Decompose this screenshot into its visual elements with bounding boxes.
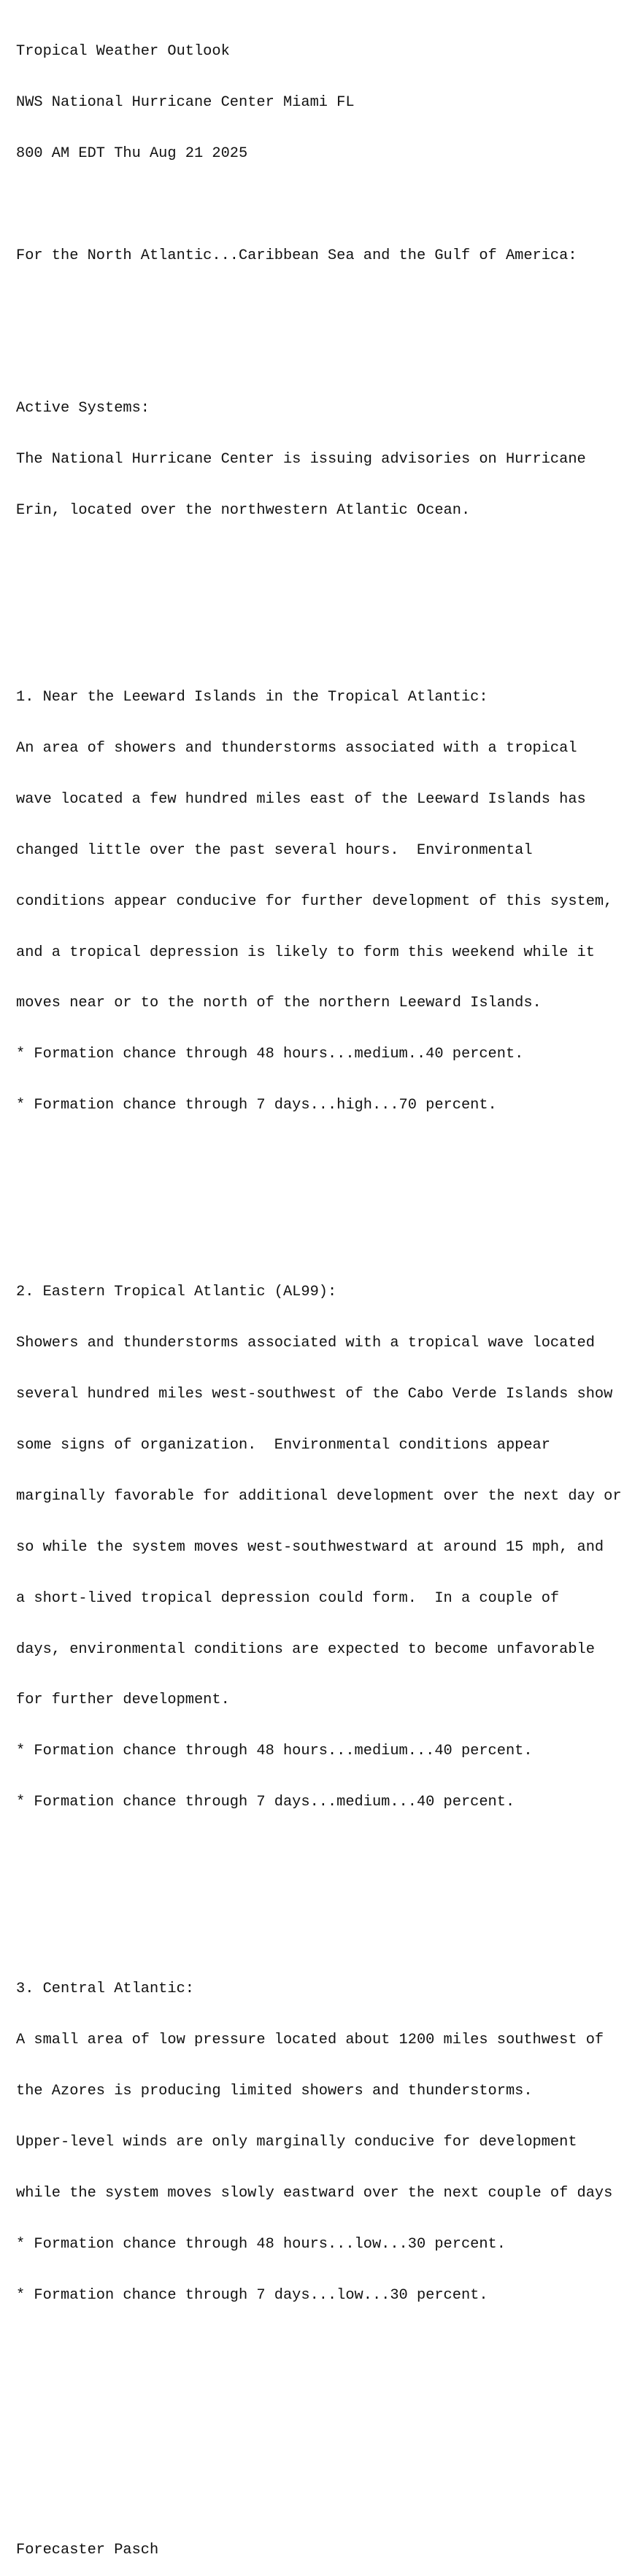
formation-chance-48h: * Formation chance through 48 hours...low...30 percent. (16, 2235, 506, 2253)
active-systems-text: The National Hurricane Center is issuing advisories on Hurricane (16, 451, 586, 468)
system-2-section (16, 1250, 643, 1845)
issue-time: 800 AM EDT Thu Aug 21 2025 (16, 144, 248, 162)
active-systems-section (16, 366, 643, 553)
system-text: An area of showers and thunderstorms associated with a tropical (16, 740, 577, 757)
blank-line (16, 1182, 643, 1199)
blank-line (16, 587, 643, 603)
blank-line (16, 2423, 643, 2440)
region-statement: For the North Atlantic...Caribbean Sea and the Gulf of America: (16, 247, 577, 264)
blank-line (16, 196, 643, 213)
system-text: several hundred miles west-southwest of the Cabo Verde Islands show (16, 1386, 613, 1403)
system-text: a short-lived tropical depression could form. In a couple of (16, 1589, 560, 1607)
active-systems-text: Erin, located over the northwestern Atlantic Ocean. (16, 501, 471, 519)
system-text: conditions appear conducive for further development of this system, (16, 892, 613, 910)
formation-chance-7d: * Formation chance through 7 days...low...30 percent. (16, 2286, 488, 2304)
active-systems-heading: Active Systems: (16, 400, 150, 417)
system-text: the Azores is producing limited showers and thunderstorms. (16, 2083, 533, 2100)
system-heading: 2. Eastern Tropical Atlantic (AL99): (16, 1284, 337, 1301)
tropical-weather-outlook-document (16, 9, 643, 2576)
system-text: for further development. (16, 1692, 230, 1709)
blank-line (16, 298, 643, 315)
issuing-office: NWS National Hurricane Center Miami FL (16, 93, 355, 111)
blank-line (16, 1879, 643, 1896)
system-text: some signs of organization. Environmental conditions appear (16, 1437, 550, 1454)
system-text: A small area of low pressure located about 1200 miles southwest of (16, 2032, 604, 2049)
formation-chance-7d: * Formation chance through 7 days...medium...40 percent. (16, 1794, 515, 1811)
system-text: so while the system moves west-southwestward at around 15 mph, and (16, 1538, 604, 1556)
system-3-section (16, 1947, 643, 2338)
formation-chance-7d: * Formation chance through 7 days...high...70 percent. (16, 1097, 497, 1114)
formation-chance-48h: * Formation chance through 48 hours...medium...40 percent. (16, 1743, 533, 1760)
system-text: Showers and thunderstorms associated with a tropical wave located (16, 1335, 595, 1352)
system-text: and a tropical depression is likely to form this weekend while it (16, 944, 595, 961)
system-heading: 1. Near the Leeward Islands in the Tropical Atlantic: (16, 689, 488, 706)
system-text: changed little over the past several hours. Environmental (16, 841, 533, 859)
system-text: moves near or to the north of the northern Leeward Islands. (16, 995, 542, 1012)
system-1-section (16, 655, 643, 1148)
formation-chance-48h: * Formation chance through 48 hours...medium..40 percent. (16, 1046, 524, 1063)
blank-line (16, 2474, 643, 2491)
forecaster-signature: Forecaster Pasch (16, 2542, 159, 2559)
system-text: wave located a few hundred miles east of the Leeward Islands has (16, 790, 586, 808)
blank-line (16, 2372, 643, 2388)
system-text: days, environmental conditions are expected to become unfavorable (16, 1640, 595, 1658)
system-text: Upper-level winds are only marginally conducive for development (16, 2134, 577, 2151)
system-text: marginally favorable for additional development over the next day or (16, 1487, 622, 1505)
system-text: while the system moves slowly eastward over the next couple of days (16, 2184, 613, 2202)
document-title: Tropical Weather Outlook (16, 43, 230, 61)
system-heading: 3. Central Atlantic: (16, 1981, 194, 1998)
